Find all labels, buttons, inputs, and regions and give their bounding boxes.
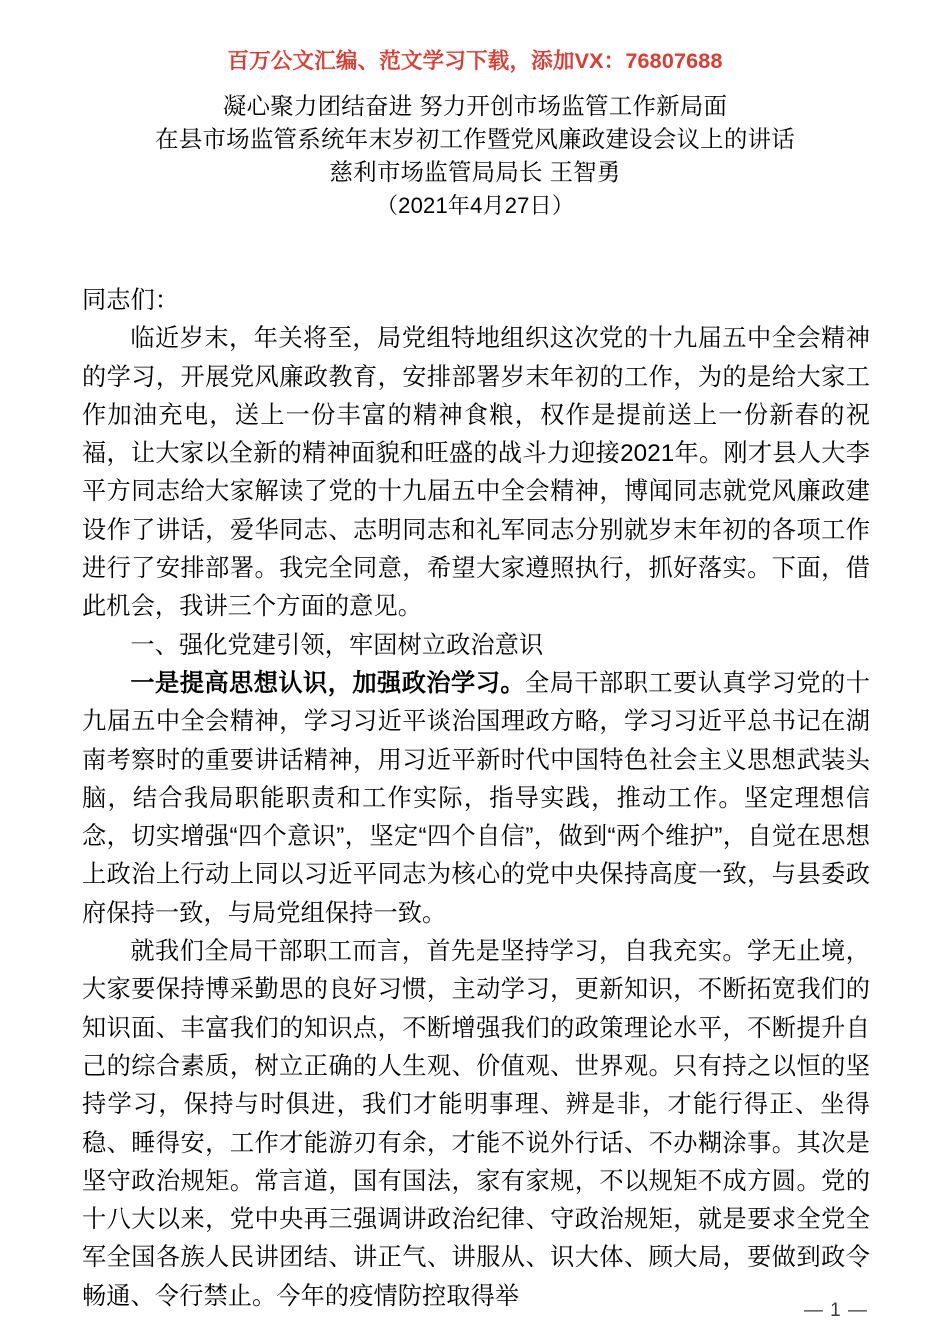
title-line-date: （2021年4月27日） [375,193,575,218]
promo-banner: 百万公文汇编、范文学习下载，添加VX：76807688 [227,49,723,73]
title-line-main: 凝心聚力团结奋进 努力开创市场监管工作新局面 [222,93,728,119]
paragraph-point-one-cont: 就我们全局干部职工而言，首先是坚持学习，自我充实。学无止境，大家要保持博采勤思的良好习惯，主动学习，更新知识，不断拓宽我们的知识面、丰富我们的知识点，不断增强我们的政策理论水平，不断提升自己的综合素质，树立正确的人生观、价值观、世界观。只有持之以恒的坚持学习，保持与时俱进，我们才能明事理、辨是非，才能行得正、坐得稳、睡得安，工作才能游刃有余，才能不说外行话、不办糊涂事。其次是坚守政治规矩。常言道，国有国法，家有家规，不以规矩不成方圆。党的十八大以来，党中央再三强调讲政治纪律、守政治规矩，就是要求全党全军全国各族人民讲团结、讲正气、讲服从、识大体、顾大局，要做到政令畅通、令行禁止。今年的疫情防控取得举 [82,938,870,1310]
page-number: — 1 — [803,1300,868,1321]
document-title-block [0,90,950,223]
title-line-speaker: 慈利市场监管局局长 王智勇 [329,159,621,185]
section-heading-one: 一、强化党建引领，牢固树立政治意识 [130,631,544,659]
title-line-subtitle: 在县市场监管系统年末岁初工作暨党风廉政建设会议上的讲话 [155,126,795,152]
document-body [82,282,870,1316]
salutation: 同志们： [82,287,180,314]
paragraph-point-one-lead: 一是提高思想认识，加强政治学习。 [130,669,526,697]
paragraph-opening: 临近岁末，年关将至，局党组特地组织这次党的十九届五中全会精神的学习，开展党风廉政教育，安排部署岁末年初的工作，为的是给大家工作加油充电，送上一份丰富的精神食粮，权作是提前送上一份新春的祝福，让大家以全新的精神面貌和旺盛的战斗力迎接2021年。刚才县人大李平方同志给大家解读了党的十九届五中全会精神，博闻同志就党风廉政建设作了讲话，爱华同志、志明同志和礼军同志分别就岁末年初的各项工作进行了安排部署。我完全同意，希望大家遵照执行，抓好落实。下面，借此机会，我讲三个方面的意见。 [82,325,870,621]
paragraph-point-one [82,665,870,933]
paragraph-point-one-body: 全局干部职工要认真学习党的十九届五中全会精神，学习习近平谈治国理政方略，学习习近平总书记在湖南考察时的重要讲话精神，用习近平新时代中国特色社会主义思想武装头脑，结合我局职能职责和工作实际，指导实践，推动工作。坚定理想信念，切实增强“四个意识”，坚定“四个自信”，做到“两个维护”，自觉在思想上政治上行动上同以习近平同志为核心的党中央保持高度一致，与县委政府保持一致，与局党组保持一致。 [82,669,870,927]
